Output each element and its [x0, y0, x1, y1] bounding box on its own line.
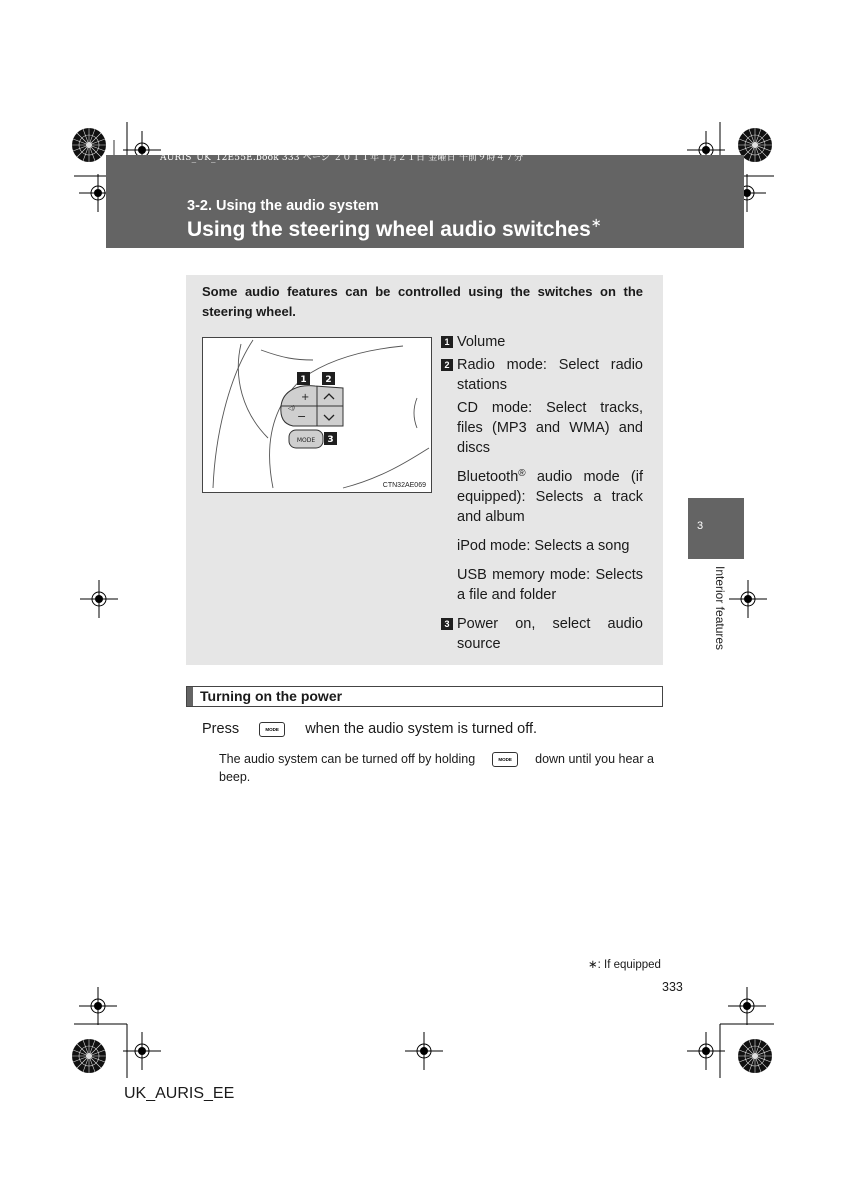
list-item-select	[440, 355, 643, 395]
heading-bar	[187, 687, 193, 706]
document-code: UK_AURIS_EE	[124, 1085, 235, 1102]
ipod-mode-text: iPod mode: Selects a song	[457, 538, 630, 554]
page-number: 333	[662, 980, 683, 994]
figure-code: CTN32AE069	[382, 482, 426, 489]
steering-switch-figure	[202, 337, 432, 493]
section-label: 3-2. Using the audio system	[187, 198, 379, 214]
note-start: The audio system can be turned off by holding	[219, 752, 476, 766]
power-note	[219, 750, 659, 786]
bt-desc: audio mode (if equipped): Selects a track and album	[457, 469, 643, 525]
mode-button-icon: MODE	[492, 752, 518, 767]
press-word: Press	[202, 721, 240, 737]
note-end: down until you hear a beep.	[219, 752, 654, 784]
usb-mode-text: USB memory mode: Selects a file and folder	[457, 567, 643, 603]
item-text: Radio mode: Select radio stations	[457, 357, 643, 393]
svg-text:+: +	[301, 392, 310, 403]
number-badge: 1	[441, 336, 453, 348]
page-title	[187, 215, 602, 242]
svg-text:−: −	[297, 410, 307, 423]
print-info: AURIS_UK_12E55E.book 333 ページ ２０１１年１月２１日 金曜日 午前９時４７分	[160, 153, 524, 163]
power-heading-text: Turning on the power	[200, 688, 343, 704]
item-text: Volume	[457, 334, 506, 350]
number-badge: 2	[441, 359, 453, 371]
item-text: Power on, select audio source	[457, 616, 643, 652]
footnote: ∗: If equipped	[588, 959, 661, 971]
page-title-text: Using the steering wheel audio switches	[187, 218, 591, 241]
mode-label: MODE	[296, 437, 316, 444]
callout-3: 3	[327, 435, 334, 445]
chapter-number: 3	[697, 520, 704, 532]
intro-text: Some audio features can be controlled using the switches on the steering wheel.	[202, 284, 643, 319]
title-mark: ∗	[590, 215, 602, 230]
bluetooth-mode-text	[440, 467, 643, 527]
bt-name: Bluetooth	[457, 469, 519, 485]
chapter-label: Interior features	[713, 566, 727, 651]
cd-mode-text: CD mode: Select tracks, files (MP3 and WMA) and discs	[457, 400, 643, 456]
press-instruction	[202, 721, 537, 737]
callout-1: 1	[300, 375, 307, 385]
svg-text:◁): ◁)	[288, 405, 295, 412]
number-badge: 3	[441, 618, 453, 630]
list-item-power	[440, 614, 643, 654]
press-rest: when the audio system is turned off.	[305, 721, 538, 737]
registered-mark: ®	[518, 468, 526, 479]
function-list	[440, 332, 643, 654]
mode-button-icon: MODE	[259, 722, 285, 737]
steering-wheel-illustration	[203, 338, 431, 492]
list-item-volume	[440, 332, 643, 352]
callout-2: 2	[325, 375, 332, 385]
power-heading	[186, 686, 663, 707]
